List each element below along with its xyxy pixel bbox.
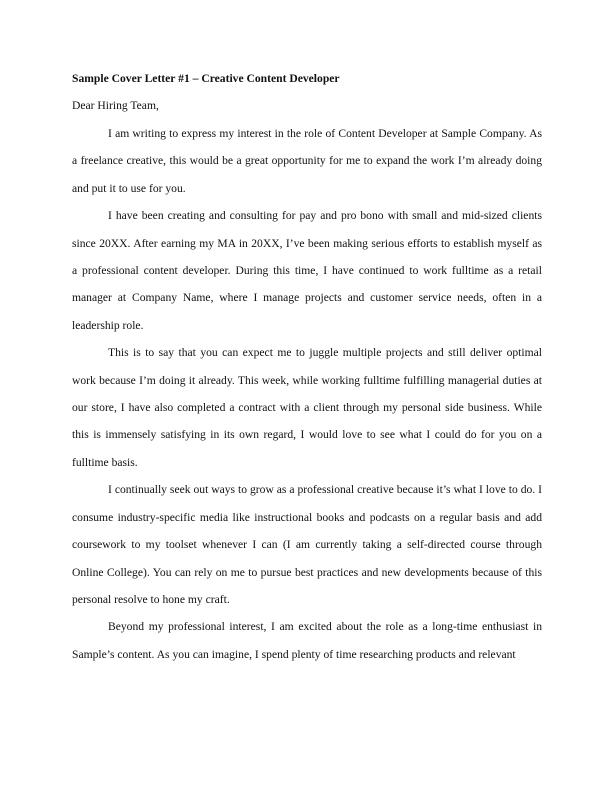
paragraph-2: I have been creating and consulting for pay and pro bono with small and mid-sized clients since 20XX. After earning my MA in 20XX, I’ve been making serious efforts to establish myself as a professional content developer. During this time, I have continued to work fulltime as a retail manager at Company Name, where I manage projects and customer service needs, often in a leadership role. (72, 209, 542, 332)
salutation: Dear Hiring Team, (72, 99, 159, 112)
letter-body (72, 69, 542, 668)
letter-title: Sample Cover Letter #1 – Creative Content Developer (72, 72, 340, 85)
paragraph-1: I am writing to express my interest in the role of Content Developer at Sample Company. As a freelance creative, this would be a great opportunity for me to expand the work I’m already doing and put it to use for you. (72, 127, 542, 195)
paragraph-5: Beyond my professional interest, I am excited about the role as a long-time enthusiast in Sample’s content. As you can imagine, I spend plenty of time researching products and relevant (72, 620, 542, 661)
paragraph-3: This is to say that you can expect me to juggle multiple projects and still deliver optimal work because I’m doing it already. This week, while working fulltime fulfilling managerial duties at our store, I have also completed a contract with a client through my personal side business. While this is immensely satisfying in its own regard, I would love to see what I could do for you on a fulltime basis. (72, 346, 542, 469)
paragraph-4: I continually seek out ways to grow as a professional creative because it’s what I love to do. I consume industry-specific media like instructional books and podcasts on a regular basis and add coursework to my toolset whenever I can (I am currently taking a self-directed course through Online College). You can rely on me to pursue best practices and new developments because of this personal resolve to hone my craft. (72, 483, 542, 606)
